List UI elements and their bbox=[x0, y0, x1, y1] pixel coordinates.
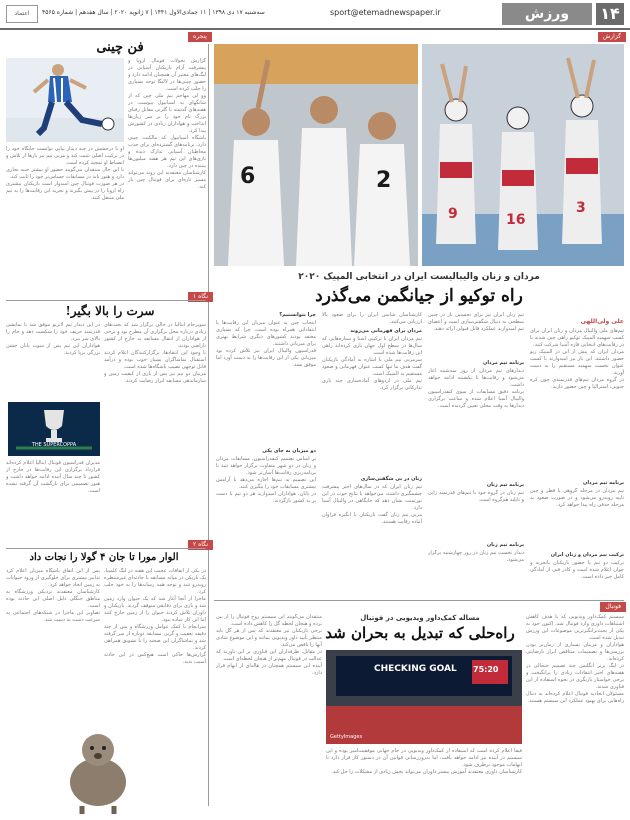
jersey-number: 9 bbox=[448, 206, 458, 222]
china-text-col2: او با درخشش در چند دیدار پیاپی توانست جایگاه خود را در ترکیب اصلی تثبیت کند و مربی تیم نیز بارها از تلاش و انضباط او تمجید کرده است. با این حال منتقدان می‌گویند حضور او بیشتر جنبه تجاری دارد و هنوز باید در مسابقات حساس‌تر خود را ثابت کند. در هر صورت فوتبال چین امیدوار است بازیکنان بیشتری راه اروپا را در پیش بگیرند و تجربه این رقابت‌ها را به تیم ملی منتقل کنند. bbox=[6, 146, 124, 201]
sport-tag-2: نگاه ۲ bbox=[188, 540, 213, 550]
newspaper-logo-icon: اعتماد bbox=[6, 5, 38, 23]
var-text-col1: سیستم کمک‌داور ویدیویی که با هدف کاهش اشتباهات داوری وارد فوتبال شد، اکنون خود به یکی از بحث‌برانگیزترین موضوعات این ورزش تبدیل شده است. هواداران و مربیان بسیاری از زمان‌بر بودن بررسی‌ها و تصمیمات متناقض ابراز نارضایتی کرده‌اند. در لیگ برتر انگلیس چند تصمیم جنجالی در هفته‌های اخیر انتقادات زیادی را برانگیخت و برخی خواستار بازنگری در نحوه استفاده از این فناوری شدند. مسئولان اتحادیه فوتبال اعلام کرده‌اند به دنبال راه‌هایی برای بهبود عملکرد این سیستم هستند. bbox=[526, 614, 624, 704]
subhead-lineup: ترکیب تیم مردان و زنان ایران bbox=[550, 552, 624, 558]
section-rule bbox=[6, 548, 206, 549]
jersey-number: 3 bbox=[576, 200, 586, 216]
spin-text-col2: در این دیدار تیم لاتزیو موفق شد با نمایشی قدرتمند حریف خود را شکست دهد و جام را بالای سر ببرد. هواداران این تیم پس از سوت پایان جشن بزرگی برپا کردند. bbox=[6, 322, 100, 356]
photo-credit: GettyImages bbox=[330, 734, 363, 740]
main-text-col2c: تیم زنان در گروه خود با تیم‌های قدرتمند ژاپن و تایلند هم‌گروه است. bbox=[428, 490, 524, 503]
main-byline: علی ولی‌اللهی bbox=[580, 318, 624, 325]
subhead-men-title: مردان برای قهرمانی می‌روند bbox=[350, 328, 422, 334]
spin-title: سرت را بالا بگیر! bbox=[65, 304, 155, 318]
date-line: سه‌شنبه ۱۷ دی ۱۳۹۸ | ۱۱ جمادی‌الاول ۱۴۴۱ | ۷ ژانویه ۲۰۲۰ | سال هفدهم | شماره ۴۵۶۵ bbox=[42, 9, 265, 16]
main-text-col2b: دیدارهای تیم مردان از روز سه‌شنبه آغاز می‌شود و رقابت‌ها تا یکشنبه ادامه خواهد داشت. برنامه دقیق مسابقات از سوی کنفدراسیون والیبال آسیا اعلام شده و ساعت برگزاری دیدارها به وقت محلی تعیین گردیده است. bbox=[428, 368, 524, 409]
subhead-women-schedule: برنامه تیم زنان bbox=[486, 482, 524, 488]
main-text-col4b: بر اساس تصمیم کنفدراسیون، مسابقات مردان و زنان در دو شهر متفاوت برگزار خواهد شد تا برنامه‌ریزی رقابت‌ها آسان‌تر شود. این تصمیم به تیم‌ها اجازه می‌دهد با آرامش بیشتری مسابقات خود را پیگیری کنند. در پایان، هواداران امیدوارند هر دو تیم با دست پر به کشور بازگردند. bbox=[216, 456, 316, 504]
jersey-number: 16 bbox=[506, 212, 526, 228]
volleyball-women-icon bbox=[422, 44, 624, 266]
men-team-photo bbox=[214, 44, 418, 266]
jersey-number: 2 bbox=[376, 168, 392, 193]
main-text-col3a: کارشناسان شانس ایران را برای صعود بالا ارزیابی می‌کنند. bbox=[322, 312, 422, 325]
var-headline: راه‌حلی که تبدیل به بحران شد bbox=[325, 624, 515, 642]
volleyball-men-icon bbox=[214, 44, 418, 266]
main-text-col3b: تیم مردان ایران با ترکیبی آشنا و ستاره‌هایی که سال‌ها در سطح اول جهان بازی کرده‌اند راهی این رقابت‌ها شده است. سرمربی تیم ملی با اشاره به آمادگی بازیکنان گفت هدف ما تنها کسب عنوان قهرمانی و صعود مستقیم به المپیک است. تیم ملی در اردوهای آماده‌سازی چند بازی تدارکاتی برگزار کرد. bbox=[322, 336, 422, 391]
main-text-col1c: ترکیب دو تیم با حضور بازیکنان باتجربه و جوان اعلام شده است و کادر فنی از آمادگی کامل خبر داده است. bbox=[530, 560, 624, 580]
main-text-col1: تیم‌های ملی والیبال مردان و زنان ایران برای کسب سهمیه المپیک توکیو راهی چین شدند تا در رقابت‌های انتخابی قاره آسیا شرکت کنند. مردان ایران که پیش از این در المپیک ریو حضور داشتند، این بار نیز امیدوارند با کسب عنوان نخست سهمیه مستقیم را به دست آورند. در گروه مردان تیم‌های قدرتمندی چون کره جنوبی، استرالیا و چین حضور دارند. bbox=[530, 328, 624, 390]
main-text-col2d: دیدار نخست تیم زنان در روز چهارشنبه برگزار می‌شود. bbox=[428, 550, 524, 563]
section-email: sport@etemadnewspaper.ir bbox=[330, 8, 441, 17]
china-player-photo bbox=[6, 58, 124, 142]
var-score: 75:20 bbox=[473, 665, 499, 674]
main-text-col4a: انتخاب چین به عنوان میزبان این رقابت‌ها با انتقاداتی همراه بوده است، چرا که بسیاری معتقد بودند کشورهای دیگری شرایط بهتری برای میزبانی داشتند. فدراسیون والیبال ایران نیز تلاش کرده بود میزبانی یکی از این رقابت‌ها را به دست آورد اما موفق نشد. bbox=[216, 320, 316, 368]
main-kicker: مردان و زنان والیبالیست ایران در انتخابی المپیک ۲۰۲۰ bbox=[298, 272, 540, 282]
section-rule bbox=[214, 600, 624, 601]
report-tag: گزارش bbox=[598, 32, 626, 42]
page-header bbox=[0, 0, 630, 30]
spin-text-col3: مدیران فدراسیون فوتبال ایتالیا اعلام کرده‌اند قرارداد برگزاری این رقابت‌ها در خارج از کشور تا چند سال آینده ادامه خواهد داشت و هنوز تصمیمی برای بازگشت آن گرفته نشده است. bbox=[6, 460, 100, 494]
burlap-text-col2: پس از این اتفاق باشگاه میزبان اعلام کرد تدابیر بیشتری برای جلوگیری از ورود حیوانات به زمین اتخاذ خواهد کرد. کارشناسان معتقدند نزدیکی ورزشگاه به مناطق جنگلی دلیل اصلی این حادثه بوده است. تصاویر این ماجرا در شبکه‌های اجتماعی به سرعت دست به دست شد. bbox=[6, 568, 100, 623]
var-screen-photo bbox=[326, 650, 522, 744]
var-text-col4: منتقدان می‌گویند این سیستم روح فوتبال را از بین برده و هیجان لحظه گل را کاهش داده است. برخی بازیکنان نیز معتقدند که پس از هر گل باید منتظر تأیید داور ویدیویی بمانند و این موضوع شادی آنها را ناقص می‌کند. در مقابل، طرفداران این فناوری بر این باورند که عدالت در فوتبال مهم‌تر از هیجان لحظه‌ای است. آینده این سیستم همچنان در هاله‌ای از ابهام قرار دارد. bbox=[216, 614, 322, 676]
subhead-women-surprise: زنان در پی شگفتی‌سازی bbox=[360, 476, 422, 482]
page-number: ۱۴ bbox=[596, 3, 624, 25]
subhead-women-schedule-2: برنامه تیم زنان bbox=[486, 542, 524, 548]
main-headline: راه توکیو از جیانگمن می‌گذرد bbox=[315, 286, 523, 306]
china-text-col1: گزارش تحولات فوتبال اروپا و پیشرفت آرام بازیکنان آسیایی در لیگ‌های معتبر آن همچنان ادامه دارد و حضور چینی‌ها در لالیگا توجه بسیاری را جلب کرده است. وو لی مهاجم تیم ملی چین که از شانگهای به اسپانیول پیوست، در هفته‌های گذشته با گلزنی مقابل رقبای بزرگ نام خود را بر سر زبان‌ها انداخت و هواداران زیادی در کشورش پیدا کرد. باشگاه اسپانیول که مالکیت چینی دارد، برنامه‌های گسترده‌ای برای جذب مخاطبان آسیایی تدارک دیده و بازی‌های این تیم هر هفته میلیون‌ها بیننده در چین دارد. کارشناسان معتقدند این روند می‌تواند مسیر تازه‌ای برای فوتبال چین باز کند. bbox=[128, 58, 206, 190]
var-kicker: مساله کمک‌داور ویدیویی در فوتبال bbox=[360, 614, 480, 622]
animal-photo bbox=[60, 722, 134, 814]
subhead-why: چرا نتوانستیم؟ bbox=[279, 312, 316, 318]
supercup-logo-photo bbox=[8, 402, 100, 456]
spin-text-col1: سوپرجام ایتالیا در حالی برگزار شد که بحث‌های زیادی درباره محل برگزاری آن مطرح بود و برخی از هواداران از انتقال مسابقه به خارج از کشور ناراضی بودند. با وجود این انتقادها، برگزارکنندگان اعلام کردند استقبال تماشاگران بسیار خوب بوده و درآمد قابل توجهی نصیب باشگاه‌ها شده است. مربیان دو تیم نیز پس از بازی از کیفیت زمین و سازماندهی مسابقه ابراز رضایت کردند. bbox=[104, 322, 206, 384]
women-team-photo bbox=[422, 44, 624, 266]
var-text-bottom: فیفا اعلام کرده است که استفاده از کمک‌داور ویدیویی در جام جهانی موفقیت‌آمیز بوده و این سیستم در آینده نیز ادامه خواهد یافت، اما به‌روزرسانی قوانین آن در دستور کار قرار دارد تا ابهامات موجود برطرف شود. کارشناسان داوری معتقدند آموزش بیشتر داوران می‌تواند بخش زیادی از مشکلات را حل کند. bbox=[326, 748, 522, 775]
football-tag: فوتبال bbox=[600, 602, 626, 612]
football-player-icon bbox=[6, 58, 124, 142]
sport-tag-1: نگاه ۱ bbox=[188, 292, 213, 302]
animal-icon bbox=[60, 722, 134, 814]
section-rule bbox=[6, 300, 206, 301]
subhead-two-hosts: دو میزبان به جای یکی bbox=[262, 448, 316, 454]
column-rule bbox=[208, 44, 209, 806]
main-text-col3c: تیم زنان ایران که در سال‌های اخیر پیشرفت چشمگیری داشته، می‌خواهد با نتایج خوب در این تورنمنت نشان دهد که جایگاهی در والیبال آسیا دارد. مربی تیم زنان گفت بازیکنان با انگیزه فراوان آماده رقابت هستند. bbox=[322, 484, 422, 525]
section-name: ورزش bbox=[502, 3, 592, 25]
jersey-number: 6 bbox=[240, 164, 256, 189]
main-text-col1b: تیم مردان در مرحله گروهی با قطر و چین تایپه روبه‌رو می‌شود و در صورت صعود به مرحله حذفی راه پیدا خواهد کرد. bbox=[530, 488, 624, 508]
window-tag: پنجره bbox=[188, 32, 212, 42]
main-text-col2: تیم زنان ایران نیز برای نخستین بار در چنین سطحی به دنبال شگفتی‌سازی است و اعضای تیم امیدوارند عملکرد قابل قبولی ارائه دهند. bbox=[428, 312, 524, 332]
supercup-logo-text: THE SUPERCOPPA bbox=[31, 442, 77, 448]
burlap-title: الوار مورا تا جان ۴ گولا را نجات داد bbox=[29, 552, 179, 563]
subhead-men-schedule: برنامه تیم مردان bbox=[583, 480, 624, 486]
var-screen-text: CHECKING GOAL bbox=[374, 664, 457, 674]
subhead-men-schedule-2: برنامه تیم مردان bbox=[483, 360, 524, 366]
burlap-text-col1: در یکی از اتفاقات عجیب این هفته در لیگ کلمبیا، یک بازیکن در میانه مسابقه با حادثه‌ای غیرمنتظره روبه‌رو شد و توجه همه رسانه‌ها را به خود جلب کرد. ماجرا از آنجا آغاز شد که یک حیوان وارد زمین شد و بازی برای دقایقی متوقف گردید. بازیکنان و داوران تلاش کردند حیوان را از زمین خارج کنند اما این کار ساده نبود. سرانجام با کمک عوامل ورزشگاه و پس از چند دقیقه تعقیب و گریز، مسابقه دوباره از سر گرفته شد و تماشاگران این صحنه را با تشویق همراهی کردند. گزارش‌ها حاکی است هیچ‌کس در این حادثه آسیب ندید. bbox=[104, 568, 206, 665]
china-title: فن چینی bbox=[96, 40, 144, 55]
